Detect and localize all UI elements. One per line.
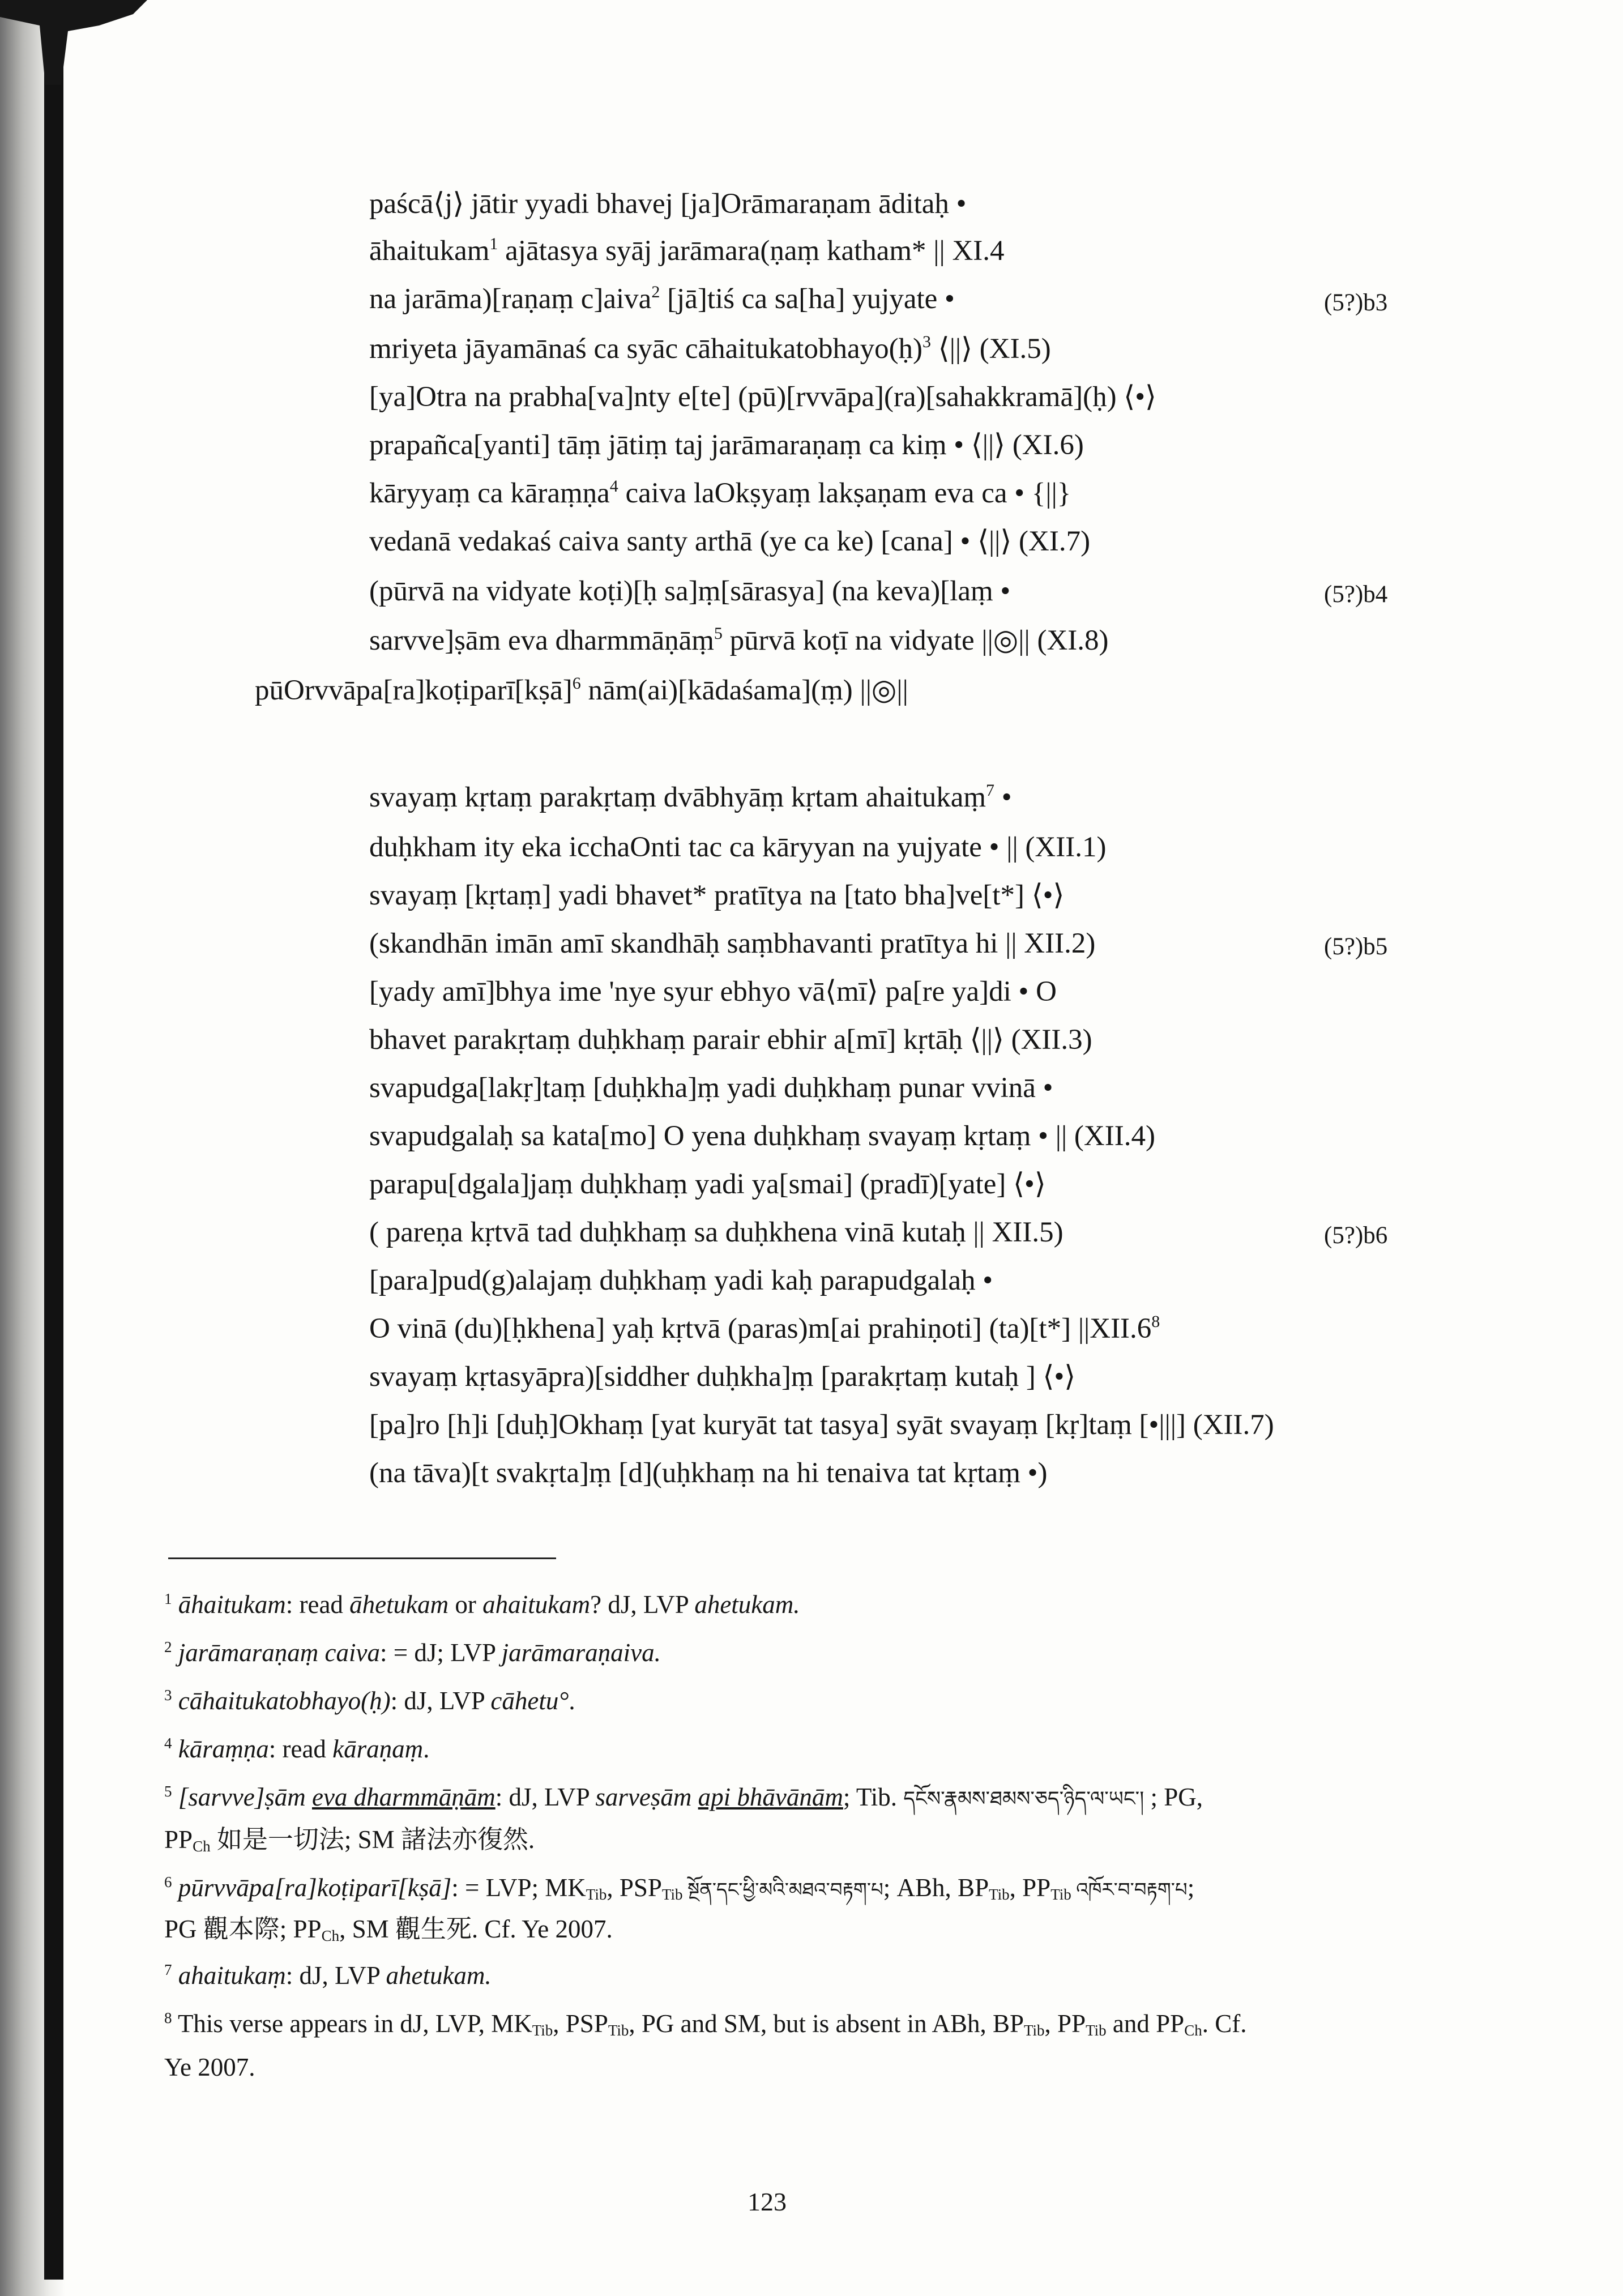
- footnote-6: $^6$ pūrvvāpa[ra]koṭiparī[kṣā]: = LVP; $MK_{Tib}$, $PSP_{Tib}$ སྔོན་དང་ཕྱི་མའི་མཐའ་བརྟག་པ; ABh, $BP_{Tib}$, $PP_{Tib}$ འཁོར་བ་བརྟག་པ;: [164, 1873, 1195, 1903]
- verse-line: duḥkham ity eka icchaOnti tac ca kāryyan na yujyate • || (XII.1): [369, 831, 1107, 863]
- footnote-ref[interactable]: 2: [651, 283, 660, 301]
- footnote-5: $^5$ [sarvve]ṣām eva dharmmāṇām: dJ, LVP sarveṣām api bhāvānām; Tib. དངོས་རྣམས་ཐམས་ཅད་ཉིད་ལ་ཡང་། ; PG,: [164, 1783, 1203, 1811]
- footnote-2: $^2$ jarāmaraṇaṃ caiva: = dJ; LVP jarāmaraṇaiva.: [164, 1638, 661, 1667]
- verse-line: na jarāma)[raṇaṃ c]aiva$^2$ [jā]tiś ca sa[ha] yujyate •: [369, 283, 955, 315]
- verse-line: prapañca[yanti] tāṃ jātiṃ taj jarāmaraṇaṃ ca kiṃ • ⟨||⟩ (XI.6): [369, 429, 1084, 461]
- verse-line: [ya]Otra na prabha[va]nty e[te] (pū)[rvvāpa](ra)[sahakkramā](ḥ) ⟨•⟩: [369, 381, 1156, 413]
- margin-reference: (5?)b3: [1324, 289, 1388, 316]
- verse-line: (skandhān imān amī skandhāḥ saṃbhavanti pratītya hi || XII.2): [369, 928, 1096, 959]
- footnote-3: $^3$ cāhaitukatobhayo(ḥ): dJ, LVP cāhetu°.: [164, 1687, 575, 1715]
- chapter-colophon: pūOrvvāpa[ra]koṭiparī[kṣā]$^6$ nām(ai)[kādaśama](ṃ) ||◎||: [255, 674, 908, 706]
- verse-line: āhaitukam$^1$ ajātasya syāj jarāmara(ṇaṃ katham* || XI.4: [369, 234, 1005, 267]
- verse-line: paścā⟨j⟩ jātir yyadi bhavej [ja]Orāmaraṇam āditaḥ •: [369, 188, 967, 220]
- footnote-8-cont: Ye 2007.: [164, 2053, 255, 2081]
- verse-line: svayaṃ kṛtasyāpra)[siddher duḥkha]ṃ [parakṛtaṃ kutaḥ ] ⟨•⟩: [369, 1361, 1076, 1393]
- verse-line: ( pareṇa kṛtvā tad duḥkhaṃ sa duḥkhena vinā kutaḥ || XII.5): [369, 1217, 1064, 1248]
- verse-line: O vinā (du)[ḥkhena] yaḥ kṛtvā (paras)m[ai prahiṇoti] (ta)[t*] $||XII.6^8$: [369, 1312, 1160, 1345]
- footnote-ref[interactable]: 6: [572, 674, 581, 693]
- verse-line: (pūrvā na vidyate koṭi)[ḥ sa]ṃ[sārasya] (na keva)[laṃ •: [369, 575, 1011, 607]
- footnote-ref[interactable]: 4: [609, 477, 618, 496]
- verse-line: bhavet parakṛtaṃ duḥkhaṃ parair ebhir a[mī] kṛtāḥ ⟨||⟩ (XII.3): [369, 1024, 1092, 1056]
- footnote-ref[interactable]: 7: [986, 781, 995, 800]
- binding-curl: [0, 0, 147, 85]
- footnote-ref[interactable]: 5: [714, 624, 723, 643]
- verse-line: sarvve]ṣām eva dharmmāṇāṃ$^5$ pūrvā koṭī na vidyate ||◎|| (XI.8): [369, 624, 1109, 656]
- footnote-separator: [168, 1557, 556, 1559]
- verse-line: kāryyaṃ ca kāraṃṇa$^4$ caiva laOkṣyaṃ lakṣaṇam eva ca • {||}: [369, 477, 1071, 509]
- verse-line: [yady amī]bhya ime 'nye syur ebhyo vā⟨mī⟩ pa[re ya]di • O: [369, 976, 1057, 1008]
- footnote-ref[interactable]: 3: [922, 332, 932, 351]
- footnote-ref[interactable]: 8: [1151, 1312, 1160, 1331]
- verse-line: svayaṃ kṛtaṃ parakṛtaṃ dvābhyāṃ kṛtam ahaitukaṃ$^7$ •: [369, 781, 1012, 813]
- footnote-7: $^7$ ahaitukaṃ: dJ, LVP ahetukam.: [164, 1961, 492, 1990]
- footnote-ref[interactable]: 1: [489, 234, 498, 253]
- footnote-6-cont: PG 觀本際; $PP_{Ch}$, SM 觀生死. Cf. Ye 2007.: [164, 1915, 613, 1944]
- verse-line: mriyeta jāyamānaś ca syāc cāhaitukatobhayo(ḥ)$^3$ ⟨||⟩ (XI.5): [369, 332, 1051, 365]
- footnote-1: $^1$ āhaitukam: read āhetukam or ahaitukam? dJ, LVP ahetukam.: [164, 1590, 800, 1619]
- margin-reference: (5?)b6: [1324, 1222, 1388, 1249]
- page-number: 123: [748, 2187, 787, 2216]
- margin-reference: (5?)b5: [1324, 933, 1388, 960]
- footnote-8: $^8$ This verse appears in dJ, LVP, $MK_{Tib}$, $PSP_{Tib}$, PG and SM, but is absent in ABh, $BP_{Tib}$, $PP_{Tib}$ and $PP_{Ch}$. Cf.: [164, 2009, 1247, 2039]
- verse-line: vedanā vedakaś caiva santy arthā (ye ca ke) [cana] • ⟨||⟩ (XI.7): [369, 526, 1091, 557]
- verse-line: [para]pud(g)alajaṃ duḥkhaṃ yadi kaḥ parapudgalaḥ •: [369, 1265, 993, 1296]
- verse-line: (na tāva)[t svakṛta]ṃ [d](uḥkhaṃ na hi tenaiva tat kṛtaṃ •): [369, 1457, 1048, 1489]
- binding-edge: [44, 17, 63, 2280]
- verse-line: svapudgalaḥ sa kata[mo] O yena duḥkhaṃ svayaṃ kṛtaṃ • || (XII.4): [369, 1120, 1155, 1152]
- verse-line: svapudga[lakṛ]taṃ [duḥkha]ṃ yadi duḥkhaṃ punar vvinā •: [369, 1072, 1053, 1104]
- verse-line: parapu[dgala]jaṃ duḥkhaṃ yadi ya[smai] (pradī)[yate] ⟨•⟩: [369, 1168, 1046, 1200]
- margin-reference: (5?)b4: [1324, 581, 1388, 608]
- verse-line: svayaṃ [kṛtaṃ] yadi bhavet* pratītya na [tato bha]ve[t*] ⟨•⟩: [369, 880, 1065, 911]
- footnote-5-cont: $PP_{Ch}$ 如是一切法; SM 諸法亦復然.: [164, 1825, 535, 1855]
- footnote-4: $^4$ kāraṃṇa: read kāraṇaṃ.: [164, 1735, 430, 1763]
- verse-line: [pa]ro [h]i [duḥ]Okhaṃ [yat kuryāt tat tasya] syāt svayaṃ [kṛ]taṃ [•|||] (XII.7): [369, 1409, 1274, 1441]
